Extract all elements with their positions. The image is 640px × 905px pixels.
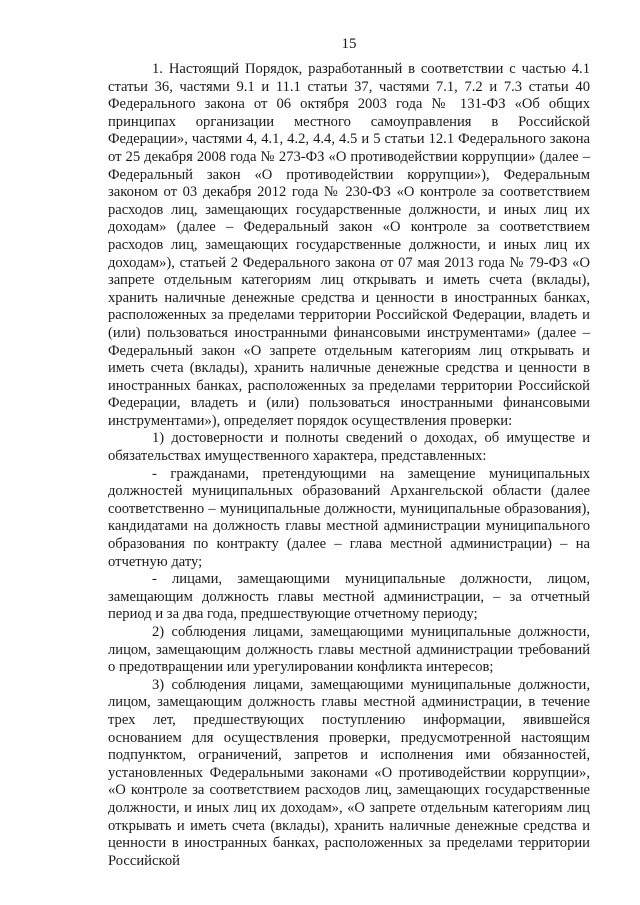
paragraph-item-2: 2) соблюдения лицами, замещающими муниципальные должности, лицом, замещающим должность главы местной администрации требований о предотвращении или урегулировании конфликта интересов;: [108, 624, 590, 676]
paragraph-1-intro: 1. Настоящий Порядок, разработанный в соответствии с частью 4.1 статьи 36, частями 9.1 и 11.1 статьи 37, частями 7.1, 7.2 и 7.3 статьи 40 Федерального закона от 06 октября 2003 года № 131-ФЗ «Об общих принципах организации местного самоуправления в Российской Федерации», частями 4, 4.1, 4.2, 4.4, 4.5 и 5 статьи 12.1 Федерального закона от 25 декабря 2008 года № 273-ФЗ «О противодействии коррупции» (далее – Федеральный закон «О противодействии коррупции»), Федеральным законом от 03 декабря 2012 года № 230-ФЗ «О контроле за соответствием расходов лиц, замещающих государственные должности, и иных лиц их доходам» (далее – Федеральный закон «О контроле за соответствием расходов лиц, замещающих государственные должности, и иных лиц их доходам»), статьей 2 Федерального закона от 07 мая 2013 года № 79-ФЗ «О запрете отдельным категориям лиц открывать и иметь счета (вклады), хранить наличные денежные средства и ценности в иностранных банках, расположенных за пределами территории Российской Федерации, владеть и (или) пользоваться иностранными финансовыми инструментами» (далее – Федеральный закон «О запрете отдельным категориям лиц открывать и иметь счета (вклады), хранить наличные денежные средства и ценности в иностранных банках, расположенных за пределами территории Российской Федерации, владеть и (или) пользоваться иностранными финансовыми инструментами»), определяет порядок осуществления проверки:: [108, 61, 590, 429]
paragraph-dash-citizens: - гражданами, претендующими на замещение муниципальных должностей муниципальных образований Архангельской области (далее соответственно – муниципальные должности, муниципальные образования), кандидатами на должность главы местной администрации муниципального образования по контракту (далее – глава местной администрации) – на отчетную дату;: [108, 465, 590, 570]
paragraph-item-1: 1) достоверности и полноты сведений о доходах, об имуществе и обязательствах имущественного характера, представленных:: [108, 430, 590, 465]
paragraph-dash-officials: - лицами, замещающими муниципальные должности, лицом, замещающим должность главы местной администрации, – за отчетный период и за два года, предшествующие отчетному периоду;: [108, 571, 590, 623]
page-number: 15: [341, 36, 357, 52]
paragraph-item-3: 3) соблюдения лицами, замещающими муниципальные должности, лицом, замещающим должность главы местной администрации, в течение трех лет, предшествующих поступлению информации, явившейся основанием для осуществления проверки, предусмотренной настоящим подпунктом, ограничений, запретов и исполнения ими обязанностей, установленных Федеральными законами «О противодействии коррупции», «О контроле за соответствием расходов лиц, замещающих государственные должности, и иных лиц их доходам», «О запрете отдельным категориям лиц открывать и иметь счета (вклады), хранить наличные денежные средства и ценности в иностранных банках, расположенных за пределами территории Российской: [108, 676, 590, 869]
